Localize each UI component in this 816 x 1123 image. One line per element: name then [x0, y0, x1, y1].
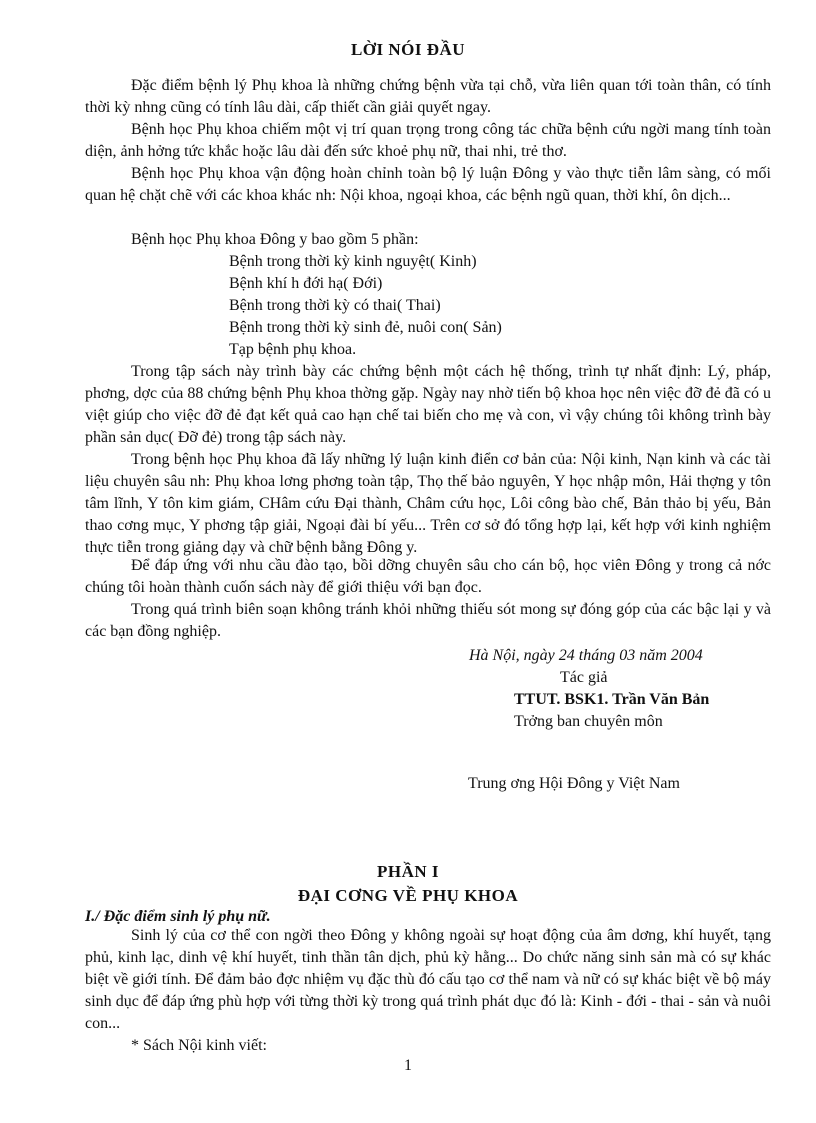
list-item: Tạp bệnh phụ khoa. [229, 341, 357, 358]
preface-paragraph-6: Trong bệnh học Phụ khoa đã lấy những lý luận kinh điển cơ bản của: Nội kinh, Nạn kinh và các tài liệu chuyên sâu nh: Phụ khoa lơng phơng toàn tập, Thọ thế bảo nguyên, Y học nhập môn, Hải thợng y tôn tâm lĩnh, Y tôn kim giám, CHâm cứu Đại thành, Châm cứu học, Lôi công bào chế, Bản thảo bị yếu, Bản thao cơng mục, Y phơng tập giải, Ngoại đài bí yếu... Trên cơ sở đó tổng hợp lại, kết hợp với kinh nghiệm thực tiễn trong giảng dạy và chữ bệnh bằng Đông y. [85, 451, 771, 556]
signature-role: Tác giả [560, 669, 608, 686]
preface-paragraph-3: Bệnh học Phụ khoa vận động hoàn chỉnh toàn bộ lý luận Đông y vào thực tiễn lâm sàng, có mối quan hệ chặt chẽ với các khoa khác nh: Nội khoa, ngoại khoa, các bệnh ngũ quan, thời khí, ôn dịch... [85, 165, 771, 204]
part-subheading: ĐẠI CƠNG VỀ PHỤ KHOA [297, 886, 519, 905]
preface-paragraph-4: Bệnh học Phụ khoa Đông y bao gồm 5 phần: [131, 231, 419, 248]
page-number: 1 [404, 1057, 412, 1074]
signature-organization: Trung ơng Hội Đông y Việt Nam [468, 775, 680, 792]
list-item: Bệnh khí h đới hạ( Đới) [229, 275, 383, 292]
preface-paragraph-2: Bệnh học Phụ khoa chiếm một vị trí quan trọng trong công tác chữa bệnh cứu ngời mang tính toàn diện, ảnh hởng tức khắc hoặc lâu dài đến sức khoẻ phụ nữ, thai nhi, trẻ thơ. [85, 121, 771, 160]
part-heading: PHẦN I [376, 862, 440, 881]
section-paragraph: Sinh lý của cơ thể con ngời theo Đông y không ngoài sự hoạt động của âm dơng, khí huyết, tạng phủ, kinh lạc, dinh vệ khí huyết, tinh thần tân dịch, phủ kỳ hằng... Do chức năng sinh sản mà có sự khác biệt về giới tính. Để đảm bảo đợc nhiệm vụ đặc thù đó cấu tạo cơ thể nam và nữ có sự khác biệt về bộ máy sinh dục để đáp ứng phù hợp với từng thời kỳ trong quá trình phát dục đó là: Kinh - đới - thai - sản và nuôi con... [85, 927, 771, 1032]
preface-title: LỜI NÓI ĐẦU [350, 40, 466, 59]
preface-paragraph-1: Đặc điểm bệnh lý Phụ khoa là những chứng bệnh vừa tại chỗ, vừa liên quan tới toàn thân, có tính thời kỳ nhng cũng có tính lâu dài, cấp thiết cần giải quyết ngay. [85, 77, 771, 116]
signature-name: TTUT. BSK1. Trần Văn Bản [514, 691, 710, 708]
signature-position: Trởng ban chuyên môn [514, 713, 663, 730]
section-title: I./ Đặc điểm sinh lý phụ nữ. [85, 908, 271, 925]
list-item: Bệnh trong thời kỳ kinh nguyệt( Kinh) [229, 253, 477, 270]
section-note: * Sách Nội kinh viết: [131, 1037, 267, 1054]
preface-paragraph-8: Trong quá trình biên soạn không tránh khỏi những thiếu sót mong sự đóng góp của các bậc lại y và các bạn đồng nghiệp. [85, 601, 771, 640]
preface-paragraph-7: Để đáp ứng với nhu cầu đào tạo, bồi dỡng chuyên sâu cho cán bộ, học viên Đông y trong cả nớc chúng tôi hoàn thành cuốn sách này để giới thiệu với bạn đọc. [85, 557, 771, 596]
preface-paragraph-5: Trong tập sách này trình bày các chứng bệnh một cách hệ thống, trình tự nhất định: Lý, pháp, phơng, dợc của 88 chứng bệnh Phụ khoa thờng gặp. Ngày nay nhờ tiến bộ khoa học nên việc đỡ đẻ đã có u việt giúp cho việc đỡ đẻ đạt kết quả cao hạn chế tai biến cho mẹ và con, vì vậy chúng tôi không trình bày phần sản dục( Đỡ đẻ) trong tập sách này. [85, 363, 771, 446]
signature-place-date: Hà Nội, ngày 24 tháng 03 năm 2004 [469, 647, 703, 664]
list-item: Bệnh trong thời kỳ sinh đẻ, nuôi con( Sản) [229, 319, 502, 336]
list-item: Bệnh trong thời kỳ có thai( Thai) [229, 297, 441, 314]
